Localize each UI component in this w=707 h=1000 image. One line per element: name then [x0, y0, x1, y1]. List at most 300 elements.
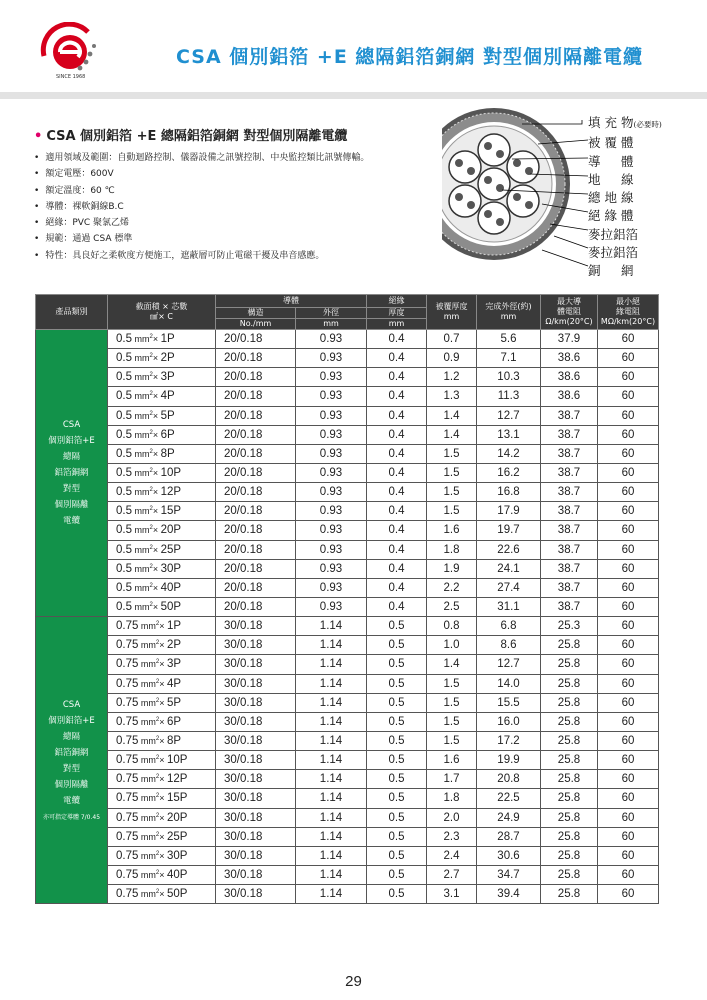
- table-row: [36, 885, 659, 904]
- table-cell: 0.93: [296, 425, 367, 444]
- table-cell: 60: [598, 578, 659, 597]
- table-cell: 0.5: [367, 770, 427, 789]
- size-cell: 0.75 $mm^2\times 25P$: [108, 827, 216, 846]
- table-cell: 0.5: [367, 789, 427, 808]
- table-cell: 0.4: [367, 425, 427, 444]
- table-cell: 30.6: [477, 846, 541, 865]
- table-cell: 0.5: [367, 885, 427, 904]
- table-cell: 60: [598, 731, 659, 750]
- table-cell: 0.5: [367, 808, 427, 827]
- table-cell: 30/0.18: [216, 655, 296, 674]
- table-cell: 0.4: [367, 387, 427, 406]
- table-cell: 25.8: [541, 770, 598, 789]
- size-cell: 0.5 $mm^2\times 1P$: [108, 330, 216, 349]
- table-cell: 1.5: [427, 712, 477, 731]
- table-cell: 0.93: [296, 559, 367, 578]
- size-cell: 0.75 $mm^2\times 5P$: [108, 693, 216, 712]
- table-cell: 38.7: [541, 406, 598, 425]
- table-cell: 2.7: [427, 865, 477, 884]
- table-row: [36, 808, 659, 827]
- table-cell: 20/0.18: [216, 559, 296, 578]
- table-cell: 38.7: [541, 578, 598, 597]
- table-row: [36, 712, 659, 731]
- table-cell: 0.5: [367, 617, 427, 636]
- table-cell: 30/0.18: [216, 789, 296, 808]
- table-cell: 20.8: [477, 770, 541, 789]
- table-cell: 60: [598, 712, 659, 731]
- table-cell: 10.3: [477, 368, 541, 387]
- size-cell: 0.75 $mm^2\times 2P$: [108, 636, 216, 655]
- size-cell: 0.5 $mm^2\times 20P$: [108, 521, 216, 540]
- unit-mm2: $mm^2\times$: [138, 755, 167, 766]
- table-cell: 1.14: [296, 770, 367, 789]
- col-header-structure: 構造: [216, 308, 296, 319]
- unit-mm2: $mm^2\times$: [138, 640, 167, 651]
- table-cell: 0.5: [367, 731, 427, 750]
- spec-item: • 額定溫度：60 ℃: [34, 183, 369, 199]
- size-cell: 0.5 $mm^2\times 2P$: [108, 349, 216, 368]
- table-cell: 0.7: [427, 330, 477, 349]
- table-cell: 0.93: [296, 463, 367, 482]
- size-cell: 0.5 $mm^2\times 25P$: [108, 540, 216, 559]
- table-cell: 20/0.18: [216, 406, 296, 425]
- unit-mm2: $mm^2\times$: [132, 602, 161, 613]
- table-cell: 1.5: [427, 731, 477, 750]
- col-header-insulation: 絕緣: [367, 295, 427, 308]
- table-cell: 3.1: [427, 885, 477, 904]
- table-cell: 38.7: [541, 444, 598, 463]
- svg-text:SINCE 1968: SINCE 1968: [56, 74, 86, 80]
- category-line: 總隔: [62, 452, 80, 463]
- size-cell: 0.75 $mm^2\times 12P$: [108, 770, 216, 789]
- table-cell: 38.7: [541, 463, 598, 482]
- table-cell: 60: [598, 483, 659, 502]
- table-cell: 22.5: [477, 789, 541, 808]
- table-cell: 20/0.18: [216, 425, 296, 444]
- table-cell: 60: [598, 751, 659, 770]
- diagram-legend: [588, 114, 662, 281]
- table-cell: 28.7: [477, 827, 541, 846]
- table-cell: 25.8: [541, 674, 598, 693]
- table-row: [36, 387, 659, 406]
- spec-item: • 特性：具良好之柔軟度方便施工，遮蔽層可防止電磁干擾及串音感應。: [34, 248, 369, 264]
- table-cell: 0.4: [367, 330, 427, 349]
- page-title: CSA 個別鋁箔 +E 總隔鋁箔銅網 對型個別隔離電纜: [176, 46, 644, 68]
- col-header-od: 外徑: [296, 308, 367, 319]
- table-cell: 1.5: [427, 483, 477, 502]
- table-cell: 19.9: [477, 751, 541, 770]
- table-cell: 2.4: [427, 846, 477, 865]
- table-row: [36, 406, 659, 425]
- table-cell: 34.7: [477, 865, 541, 884]
- table-cell: 20/0.18: [216, 463, 296, 482]
- table-cell: 16.2: [477, 463, 541, 482]
- table-cell: 60: [598, 827, 659, 846]
- table-cell: 1.14: [296, 636, 367, 655]
- table-cell: 17.9: [477, 502, 541, 521]
- table-cell: 30/0.18: [216, 846, 296, 865]
- unit-mm2: $mm^2\times$: [132, 410, 161, 421]
- table-cell: 60: [598, 444, 659, 463]
- table-row: [36, 559, 659, 578]
- table-cell: 11.3: [477, 387, 541, 406]
- category-line: 對型: [62, 484, 80, 495]
- table-cell: 0.4: [367, 349, 427, 368]
- table-cell: 0.93: [296, 406, 367, 425]
- table-cell: 30/0.18: [216, 827, 296, 846]
- table-cell: 20/0.18: [216, 349, 296, 368]
- unit-mm2: $mm^2\times$: [132, 448, 161, 459]
- unit-mm2: $mm^2\times$: [138, 697, 167, 708]
- table-cell: 0.4: [367, 368, 427, 387]
- unit-mm2: $mm^2\times$: [138, 831, 167, 842]
- table-cell: 1.5: [427, 463, 477, 482]
- table-cell: 30/0.18: [216, 674, 296, 693]
- table-cell: 1.4: [427, 655, 477, 674]
- size-cell: 0.5 $mm^2\times 50P$: [108, 597, 216, 616]
- size-cell: 0.75 $mm^2\times 30P$: [108, 846, 216, 865]
- table-cell: 1.14: [296, 751, 367, 770]
- table-row: [36, 617, 659, 636]
- table-cell: 30/0.18: [216, 865, 296, 884]
- table-cell: 0.4: [367, 502, 427, 521]
- category-line: 對型: [62, 764, 80, 775]
- table-cell: 1.14: [296, 731, 367, 750]
- table-cell: 25.8: [541, 789, 598, 808]
- table-cell: 20/0.18: [216, 521, 296, 540]
- table-row: [36, 578, 659, 597]
- table-cell: 1.14: [296, 846, 367, 865]
- table-cell: 60: [598, 540, 659, 559]
- unit-mm2: $mm^2\times$: [132, 506, 161, 517]
- table-cell: 60: [598, 846, 659, 865]
- table-cell: 0.5: [367, 712, 427, 731]
- col-header-conductor: 導體: [216, 295, 367, 308]
- table-cell: 38.7: [541, 502, 598, 521]
- table-cell: 0.4: [367, 540, 427, 559]
- table-cell: 25.8: [541, 655, 598, 674]
- table-row: [36, 425, 659, 444]
- page-number: 29: [345, 973, 362, 990]
- table-cell: 38.6: [541, 368, 598, 387]
- section-title-text: CSA 個別鋁箔 +E 總隔鋁箔銅網 對型個別隔離電纜: [46, 129, 348, 144]
- table-cell: 38.7: [541, 540, 598, 559]
- table-cell: 0.4: [367, 578, 427, 597]
- col-header-category: 產品類別: [36, 295, 108, 330]
- table-cell: 1.7: [427, 770, 477, 789]
- unit-mm2: $mm^2\times$: [138, 889, 167, 900]
- table-cell: 1.6: [427, 751, 477, 770]
- table-body: [36, 330, 659, 904]
- table-cell: 20/0.18: [216, 578, 296, 597]
- unit-mm2: $mm^2\times$: [132, 353, 161, 364]
- table-cell: 0.93: [296, 521, 367, 540]
- table-cell: 16.8: [477, 483, 541, 502]
- category-line: 電纜: [62, 796, 80, 807]
- table-cell: 14.0: [477, 674, 541, 693]
- spec-item: • 適用領域及範圍：自動迴路控制、儀器設備之訊號控制、中央監控類比訊號傳輸。: [34, 150, 369, 166]
- table-cell: 5.6: [477, 330, 541, 349]
- table-row: [36, 636, 659, 655]
- col-header-ins-unit: mm: [367, 319, 427, 330]
- category-line: 個別鋁箔+E: [48, 436, 95, 447]
- col-header-structure-unit: No./mm: [216, 319, 296, 330]
- table-cell: 39.4: [477, 885, 541, 904]
- table-cell: 30/0.18: [216, 885, 296, 904]
- table-cell: 7.1: [477, 349, 541, 368]
- size-cell: 0.5 $mm^2\times 12P$: [108, 483, 216, 502]
- table-cell: 25.8: [541, 865, 598, 884]
- size-cell: 0.75 $mm^2\times 40P$: [108, 865, 216, 884]
- table-cell: 2.5: [427, 597, 477, 616]
- unit-mm2: $mm^2\times$: [138, 736, 167, 747]
- legend-item: 總 地 線: [588, 190, 634, 206]
- unit-mm2: $mm^2\times$: [138, 793, 167, 804]
- table-row: [36, 540, 659, 559]
- category-cell: [36, 617, 108, 904]
- table-cell: 0.93: [296, 330, 367, 349]
- table-cell: 0.5: [367, 655, 427, 674]
- table-cell: 60: [598, 521, 659, 540]
- table-row: [36, 368, 659, 387]
- unit-mm2: $mm^2\times$: [132, 544, 161, 555]
- table-cell: 60: [598, 770, 659, 789]
- size-cell: 0.5 $mm^2\times 4P$: [108, 387, 216, 406]
- table-cell: 0.4: [367, 406, 427, 425]
- bullet-icon: •: [34, 129, 43, 144]
- table-cell: 20/0.18: [216, 330, 296, 349]
- category-line: 電纜: [62, 516, 80, 527]
- unit-mm2: $mm^2\times$: [132, 391, 161, 402]
- unit-mm2: $mm^2\times$: [132, 372, 161, 383]
- table-cell: 0.4: [367, 559, 427, 578]
- table-cell: 30/0.18: [216, 617, 296, 636]
- unit-mm2: $mm^2\times$: [138, 850, 167, 861]
- table-row: [36, 521, 659, 540]
- table-row: [36, 655, 659, 674]
- table-cell: 25.3: [541, 617, 598, 636]
- category-line: CSA: [62, 700, 81, 711]
- col-header-cross-section: 截面積 × 芯數 ㎟× C: [108, 295, 216, 330]
- table-cell: 6.8: [477, 617, 541, 636]
- table-cell: 0.5: [367, 693, 427, 712]
- unit-mm2: $mm^2\times$: [132, 468, 161, 479]
- table-cell: 12.7: [477, 655, 541, 674]
- table-cell: 1.14: [296, 712, 367, 731]
- table-cell: 1.3: [427, 387, 477, 406]
- col-header-outer-diameter: 完成外徑(約) mm: [477, 295, 541, 330]
- table-cell: 15.5: [477, 693, 541, 712]
- table-cell: 0.93: [296, 444, 367, 463]
- table-cell: 1.14: [296, 655, 367, 674]
- table-cell: 38.7: [541, 559, 598, 578]
- category-line: CSA: [62, 420, 81, 431]
- table-cell: 38.6: [541, 349, 598, 368]
- category-line: 鋁箔銅網: [54, 748, 89, 759]
- table-row: [36, 846, 659, 865]
- size-cell: 0.5 $mm^2\times 40P$: [108, 578, 216, 597]
- table-cell: 0.4: [367, 521, 427, 540]
- table-cell: 1.9: [427, 559, 477, 578]
- unit-mm2: $mm^2\times$: [132, 429, 161, 440]
- table-cell: 60: [598, 617, 659, 636]
- table-cell: 60: [598, 693, 659, 712]
- category-cell: [36, 330, 108, 617]
- table-cell: 25.8: [541, 846, 598, 865]
- col-header-od-unit: mm: [296, 319, 367, 330]
- table-cell: 30/0.18: [216, 693, 296, 712]
- table-cell: 60: [598, 597, 659, 616]
- table-row: [36, 444, 659, 463]
- table-cell: 20/0.18: [216, 387, 296, 406]
- table-cell: 22.6: [477, 540, 541, 559]
- size-cell: 0.75 $mm^2\times 4P$: [108, 674, 216, 693]
- table-cell: 30/0.18: [216, 770, 296, 789]
- col-header-resistance: 最大導 體電阻 Ω/km(20°C): [541, 295, 598, 330]
- col-header-insulation-resistance: 最小絕 緣電阻 MΩ/km(20°C): [598, 295, 659, 330]
- table-row: [36, 330, 659, 349]
- legend-item: 被 覆 體: [588, 135, 634, 151]
- table-cell: 0.9: [427, 349, 477, 368]
- table-cell: 1.4: [427, 425, 477, 444]
- table-row: [36, 865, 659, 884]
- table-cell: 2.3: [427, 827, 477, 846]
- legend-item: 麥拉鋁箔: [588, 226, 639, 242]
- table-cell: 25.8: [541, 693, 598, 712]
- table-cell: 1.4: [427, 406, 477, 425]
- table-cell: 1.14: [296, 827, 367, 846]
- table-cell: 16.0: [477, 712, 541, 731]
- size-cell: 0.5 $mm^2\times 10P$: [108, 463, 216, 482]
- unit-mm2: $mm^2\times$: [132, 525, 161, 536]
- table-cell: 60: [598, 636, 659, 655]
- size-cell: 0.5 $mm^2\times 30P$: [108, 559, 216, 578]
- table-cell: 60: [598, 368, 659, 387]
- table-cell: 25.8: [541, 636, 598, 655]
- unit-mm2: $mm^2\times$: [138, 870, 167, 880]
- table-row: [36, 827, 659, 846]
- size-cell: 0.75 $mm^2\times 6P$: [108, 712, 216, 731]
- table-cell: 20/0.18: [216, 597, 296, 616]
- table-cell: 1.2: [427, 368, 477, 387]
- unit-mm2: $mm^2\times$: [138, 716, 167, 727]
- table-cell: 30/0.18: [216, 751, 296, 770]
- cable-cross-section-diagram: [442, 104, 707, 288]
- table-cell: 2.0: [427, 808, 477, 827]
- table-cell: 24.9: [477, 808, 541, 827]
- table-row: [36, 693, 659, 712]
- table-cell: 0.5: [367, 674, 427, 693]
- size-cell: 0.5 $mm^2\times 5P$: [108, 406, 216, 425]
- table-cell: 0.93: [296, 387, 367, 406]
- table-cell: 60: [598, 425, 659, 444]
- spec-item: • 規範：通過 CSA 標準: [34, 231, 369, 247]
- table-cell: 30/0.18: [216, 731, 296, 750]
- table-cell: 60: [598, 559, 659, 578]
- table-row: [36, 731, 659, 750]
- table-cell: 13.1: [477, 425, 541, 444]
- table-cell: 1.8: [427, 540, 477, 559]
- legend-item: 填 充 物(必要時): [588, 115, 662, 130]
- category-line: 個別隔離: [54, 780, 89, 791]
- table-cell: 1.14: [296, 885, 367, 904]
- unit-mm2: $mm^2\times$: [138, 774, 167, 785]
- table-cell: 0.4: [367, 444, 427, 463]
- table-cell: 31.1: [477, 597, 541, 616]
- header-divider: [0, 92, 707, 99]
- company-logo: [38, 22, 102, 80]
- table-cell: 60: [598, 789, 659, 808]
- legend-item: 絕 緣 體: [588, 208, 634, 224]
- table-cell: 2.2: [427, 578, 477, 597]
- spec-list: [34, 150, 369, 264]
- table-cell: 38.7: [541, 425, 598, 444]
- table-cell: 19.7: [477, 521, 541, 540]
- category-line: 個別鋁箔+E: [48, 716, 95, 727]
- spec-item: • 絕緣：PVC 聚氯乙烯: [34, 215, 369, 231]
- table-cell: 27.4: [477, 578, 541, 597]
- table-cell: 25.8: [541, 808, 598, 827]
- size-cell: 0.75 $mm^2\times 8P$: [108, 731, 216, 750]
- table-cell: 0.5: [367, 751, 427, 770]
- size-cell: 0.75 $mm^2\times 10P$: [108, 751, 216, 770]
- table-cell: 1.14: [296, 789, 367, 808]
- table-cell: 25.8: [541, 827, 598, 846]
- table-cell: 1.5: [427, 444, 477, 463]
- table-cell: 0.8: [427, 617, 477, 636]
- table-cell: 38.7: [541, 597, 598, 616]
- table-cell: 1.5: [427, 693, 477, 712]
- size-cell: 0.75 $mm^2\times 15P$: [108, 789, 216, 808]
- table-cell: 12.7: [477, 406, 541, 425]
- table-cell: 0.93: [296, 483, 367, 502]
- table-cell: 0.4: [367, 483, 427, 502]
- col-header-sheath: 被覆厚度 mm: [427, 295, 477, 330]
- unit-mm2: $mm^2\times$: [138, 678, 167, 689]
- table-cell: 17.2: [477, 731, 541, 750]
- table-cell: 1.14: [296, 693, 367, 712]
- size-cell: 0.5 $mm^2\times 3P$: [108, 368, 216, 387]
- table-cell: 60: [598, 502, 659, 521]
- table-row: [36, 674, 659, 693]
- unit-mm2: $mm^2\times$: [138, 621, 167, 632]
- table-cell: 0.5: [367, 827, 427, 846]
- table-cell: 20/0.18: [216, 444, 296, 463]
- unit-mm2: $mm^2\times$: [132, 563, 161, 574]
- col-header-ins-thickness: 厚度: [367, 308, 427, 319]
- table-cell: 60: [598, 674, 659, 693]
- table-row: [36, 349, 659, 368]
- table-row: [36, 751, 659, 770]
- size-cell: 0.5 $mm^2\times 8P$: [108, 444, 216, 463]
- unit-mm2: $mm^2\times$: [138, 812, 167, 823]
- table-cell: 0.5: [367, 865, 427, 884]
- table-cell: 0.93: [296, 349, 367, 368]
- table-cell: 8.6: [477, 636, 541, 655]
- size-cell: 0.75 $mm^2\times 3P$: [108, 655, 216, 674]
- table-row: [36, 483, 659, 502]
- spec-table: [35, 294, 659, 904]
- table-row: [36, 770, 659, 789]
- table-cell: 0.4: [367, 463, 427, 482]
- table-cell: 30/0.18: [216, 808, 296, 827]
- table-cell: 1.14: [296, 617, 367, 636]
- table-cell: 38.6: [541, 387, 598, 406]
- table-cell: 1.5: [427, 674, 477, 693]
- unit-mm2: $mm^2\times$: [132, 487, 161, 498]
- legend-item: 銅 網: [588, 263, 634, 279]
- section-title: [34, 125, 347, 144]
